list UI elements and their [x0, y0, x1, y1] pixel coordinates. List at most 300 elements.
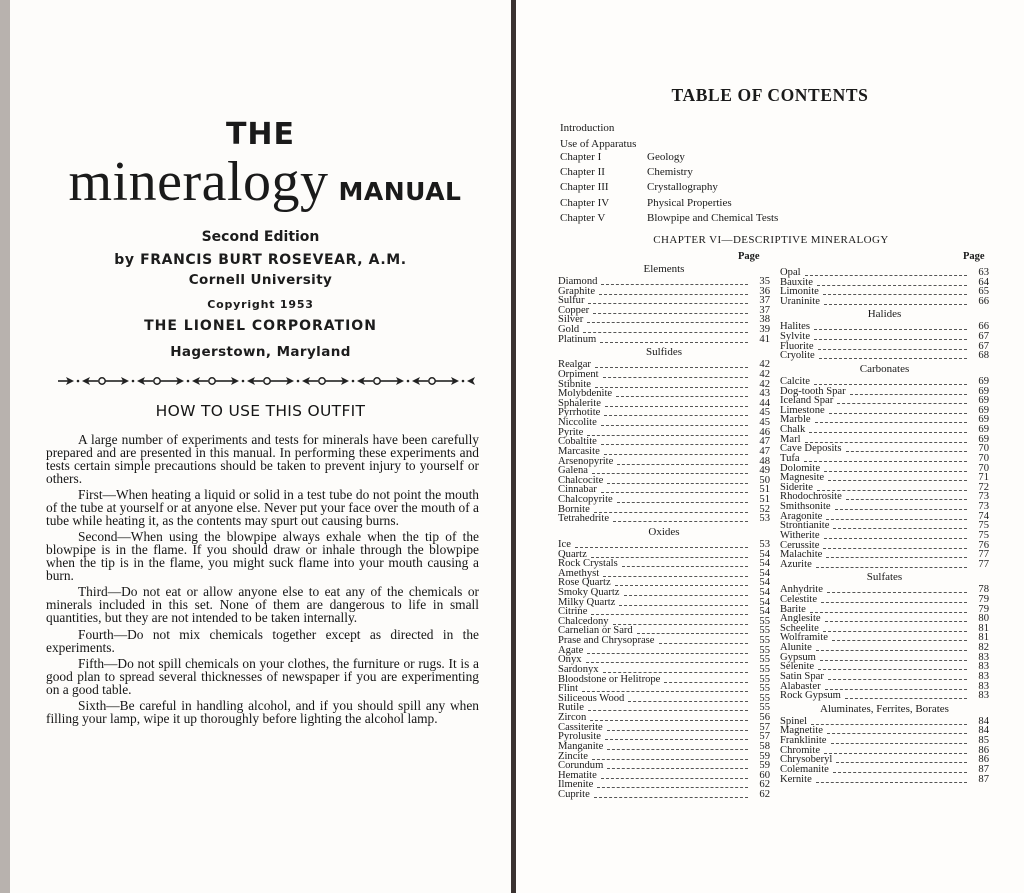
page-number: 55: [759, 635, 770, 647]
page-number: 45: [759, 407, 770, 419]
page-number: 73: [978, 491, 989, 503]
toc-entry: [558, 790, 770, 800]
toc-entry: [780, 415, 989, 425]
mineral-name: Iceland Spar: [780, 395, 834, 407]
paragraph-fourth: Fourth—Do not mix chemicals together except as directed in the experiments.: [46, 626, 479, 655]
mineral-name: Zircon: [558, 712, 587, 724]
page-number: 52: [759, 503, 770, 515]
page-number: 69: [978, 424, 989, 436]
page-number: 83: [978, 680, 989, 692]
leader-dashes: [617, 464, 748, 465]
page-number: 55: [759, 625, 770, 637]
mineral-name: Barite: [780, 603, 806, 615]
leader-dashes: [604, 454, 748, 455]
mineral-name: Quartz: [558, 548, 587, 560]
page-number: 42: [759, 378, 770, 390]
toc-entry: [780, 322, 989, 332]
mineral-name: Halites: [780, 321, 811, 333]
leader-dashes: [616, 396, 748, 397]
paragraph-fifth: Fifth—Do not spill chemicals on your clothes, the furniture or rugs. It is a good plan to spread several thicknesses of newspaper if you are experimenting on a good table.: [46, 656, 479, 697]
toc-entry: [558, 694, 770, 704]
page-number: 48: [759, 455, 770, 467]
mineral-name: Manganite: [558, 740, 604, 752]
mineral-name: Smoky Quartz: [558, 586, 620, 598]
page-number: 54: [759, 586, 770, 598]
page-column-label: Page: [738, 251, 760, 262]
page-number: 49: [759, 465, 770, 477]
leader-dashes: [846, 499, 967, 500]
toc-entry: [558, 540, 770, 550]
toc-entry: [780, 775, 989, 785]
page-number: 77: [978, 558, 989, 570]
page-number: 51: [759, 494, 770, 506]
leader-dashes: [836, 762, 967, 763]
mineral-name: Limestone: [780, 404, 825, 416]
toc-entry: [558, 287, 770, 297]
mineral-name: Aragonite: [780, 510, 823, 522]
leader-dashes: [828, 679, 967, 680]
chapter-title: Physical Properties: [647, 197, 732, 209]
page-number: 65: [978, 286, 989, 298]
leader-dashes: [590, 720, 748, 721]
page-number: 69: [978, 414, 989, 426]
chapter-title: Chemistry: [647, 166, 693, 178]
leader-dashes: [826, 519, 967, 520]
leader-dashes: [825, 621, 967, 622]
page-number: 69: [978, 385, 989, 397]
leader-dashes: [605, 739, 748, 740]
page-number: 45: [759, 417, 770, 429]
leader-dashes: [821, 602, 967, 603]
leader-dashes: [588, 303, 748, 304]
chapter-number: Chapter III: [560, 181, 609, 193]
mineral-name: Smithsonite: [780, 501, 831, 513]
leader-dashes: [588, 710, 748, 711]
mineral-name: Tufa: [780, 452, 800, 464]
page-number: 73: [978, 501, 989, 513]
page-number: 54: [759, 558, 770, 570]
leader-dashes: [846, 451, 968, 452]
page-number: 67: [978, 331, 989, 343]
page-number: 62: [759, 789, 770, 800]
leader-dashes: [811, 724, 967, 725]
mineral-name: Fluorite: [780, 340, 814, 352]
mineral-name: Chalcocite: [558, 474, 604, 486]
page-number: 53: [759, 513, 770, 525]
leader-dashes: [818, 349, 967, 350]
mineral-name: Franklinite: [780, 735, 827, 747]
page-number: 81: [978, 632, 989, 644]
page-number: 69: [978, 404, 989, 416]
page-column-label: Page: [963, 251, 985, 262]
category-heading: Aluminates, Ferrites, Borates: [820, 702, 949, 715]
leader-dashes: [586, 662, 748, 663]
page-number: 70: [978, 443, 989, 455]
page-number: 69: [978, 395, 989, 407]
leader-dashes: [824, 538, 967, 539]
page-number: 69: [978, 375, 989, 387]
toc-chapter: [560, 212, 880, 224]
page-number: 83: [978, 661, 989, 673]
leader-dashes: [601, 492, 748, 493]
page-number: 37: [759, 304, 770, 316]
chapter-number: Chapter II: [560, 166, 605, 178]
paragraph-second: Second—When using the blowpipe always exhale when the tip of the blowpipe is in the flame. If you should draw or inhale through the blowpipe when the tip is in the flame, you might suck flame into your mouth causing a burn.: [46, 529, 479, 584]
leader-dashes: [601, 778, 748, 779]
leader-dashes: [829, 413, 967, 414]
background-edge: [0, 0, 10, 893]
leader-dashes: [593, 313, 748, 314]
leader-dashes: [603, 672, 748, 673]
toc-entry: [558, 598, 770, 608]
mineral-name: Kernite: [780, 773, 812, 785]
mineral-name: Copper: [558, 304, 590, 316]
chapter-title: Crystallography: [647, 181, 718, 193]
leader-dashes: [603, 377, 748, 378]
toc-chapter: [560, 181, 880, 193]
mineral-name: Rock Gypsum: [780, 690, 841, 702]
leader-dashes: [824, 304, 967, 305]
category-heading: Sulfates: [866, 571, 903, 584]
page-number: 83: [978, 670, 989, 682]
leader-dashes: [816, 567, 967, 568]
page-number: 76: [978, 539, 989, 551]
left-page: [10, 0, 511, 893]
toc-chapter: [560, 151, 880, 163]
mineral-name: Marble: [780, 414, 811, 426]
mineral-name: Hematite: [558, 769, 597, 781]
page-number: 80: [978, 613, 989, 625]
chapter-six-heading: CHAPTER VI—DESCRIPTIVE MINERALOGY: [653, 234, 889, 246]
leader-dashes: [583, 332, 748, 333]
publisher: THE LIONEL CORPORATION: [144, 318, 377, 334]
mineral-name: Celestite: [780, 593, 818, 605]
page-number: 71: [978, 472, 989, 484]
location: Hagerstown, Maryland: [170, 344, 351, 360]
leader-dashes: [823, 548, 967, 549]
mineral-name: Chrysoberyl: [780, 754, 833, 766]
leader-dashes: [594, 512, 748, 513]
paragraph-sixth: Sixth—Be careful in handling alcohol, and if you should spill any when filling your lamp, wipe it up thoroughly before lighting the alcohol lamp.: [46, 698, 479, 727]
mineral-name: Uraninite: [780, 295, 821, 307]
toc-entry: [558, 646, 770, 656]
leader-dashes: [603, 576, 748, 577]
mineral-name: Marcasite: [558, 445, 600, 457]
page-number: 74: [978, 510, 989, 522]
leader-dashes: [816, 782, 967, 783]
page-number: 77: [978, 549, 989, 561]
chapter-number: Chapter V: [560, 212, 606, 224]
mineral-name: Sulfur: [558, 295, 585, 307]
mineral-name: Cryolite: [780, 350, 815, 362]
page-number: 58: [759, 740, 770, 752]
mineral-name: Colemanite: [780, 763, 829, 775]
mineral-name: Orpiment: [558, 368, 599, 380]
page-number: 39: [759, 324, 770, 336]
leader-dashes: [617, 502, 748, 503]
section-heading: HOW TO USE THIS OUTFIT: [155, 402, 366, 420]
mineral-name: Diamond: [558, 276, 598, 287]
mineral-name: Chromite: [780, 744, 821, 756]
page-number: 55: [759, 683, 770, 695]
mineral-name: Cerussite: [780, 539, 820, 551]
page-number: 86: [978, 744, 989, 756]
mineral-name: Spinel: [780, 715, 808, 727]
leader-dashes: [835, 509, 967, 510]
mineral-name: Chalcopyrite: [558, 494, 613, 506]
page-number: 79: [978, 603, 989, 615]
mineral-name: Ilmenite: [558, 779, 594, 791]
leader-dashes: [664, 682, 748, 683]
mineral-name: Pyrite: [558, 426, 584, 438]
leader-dashes: [817, 285, 967, 286]
mineral-name: Flint: [558, 683, 579, 695]
toc-entry: [558, 315, 770, 325]
toc-entry: [558, 296, 770, 306]
mineral-name: Zincite: [558, 750, 589, 762]
leader-dashes: [600, 342, 748, 343]
page-number: 57: [759, 731, 770, 743]
leader-dashes: [619, 605, 748, 606]
toc-entry: [780, 425, 989, 435]
mineral-name: Ice: [558, 538, 571, 550]
leader-dashes: [601, 444, 748, 445]
mineral-name: Scheelite: [780, 622, 819, 634]
leader-dashes: [587, 653, 748, 654]
mineral-name: Realgar: [558, 359, 591, 371]
mineral-name: Platinum: [558, 333, 597, 345]
leader-dashes: [595, 367, 748, 368]
toc-use-of-apparatus: Use of Apparatus: [560, 138, 637, 150]
mineral-name: Magnetite: [780, 725, 823, 737]
mineral-name: Pyrrhotite: [558, 407, 601, 419]
toc-entry: [558, 418, 770, 428]
toc-entry: [558, 335, 770, 345]
toc-entry: [780, 444, 989, 454]
mineral-name: Strontianite: [780, 520, 830, 532]
mineral-name: Siliceous Wood: [558, 692, 625, 704]
toc-introduction: Introduction: [560, 122, 615, 134]
toc-chapter: [560, 166, 880, 178]
leader-dashes: [833, 528, 967, 529]
mineral-name: Anglesite: [780, 613, 821, 625]
mineral-name: Siderite: [780, 481, 813, 493]
mineral-name: Rock Crystals: [558, 558, 618, 570]
copyright: Copyright 1953: [207, 298, 314, 311]
page-number: 55: [759, 654, 770, 666]
leader-dashes: [599, 294, 748, 295]
leader-dashes: [815, 422, 967, 423]
category-heading: Halides: [867, 308, 902, 321]
instructions-body: [46, 434, 479, 730]
mineral-name: Tetrahedrite: [558, 513, 610, 525]
right-page: [516, 0, 1024, 893]
page-number: 42: [759, 359, 770, 371]
leader-dashes: [837, 403, 967, 404]
mineral-name: Corundum: [558, 760, 604, 772]
leader-dashes: [628, 701, 748, 702]
page-number: 36: [759, 285, 770, 297]
mineral-name: Silver: [558, 314, 584, 326]
page-number: 78: [978, 584, 989, 596]
page-number: 60: [759, 769, 770, 781]
mineral-name: Rhodochrosite: [780, 491, 842, 503]
leader-dashes: [814, 329, 967, 330]
toc-entry: [780, 406, 989, 416]
page-number: 82: [978, 642, 989, 654]
leader-dashes: [814, 339, 967, 340]
page-number: 38: [759, 314, 770, 326]
page-number: 69: [978, 433, 989, 445]
page-number: 64: [978, 276, 989, 288]
leader-dashes: [605, 406, 748, 407]
page-number: 56: [759, 712, 770, 724]
page-number: 84: [978, 715, 989, 727]
toc-title: TABLE OF CONTENTS: [671, 85, 869, 105]
mineral-name: Cuprite: [558, 789, 590, 800]
page-number: 46: [759, 426, 770, 438]
page-number: 43: [759, 388, 770, 400]
leader-dashes: [624, 595, 749, 596]
toc-entry: [780, 595, 989, 605]
leader-dashes: [575, 547, 748, 548]
leader-dashes: [591, 614, 748, 615]
page-number: 54: [759, 567, 770, 579]
toc-entry: [558, 306, 770, 316]
leader-dashes: [601, 425, 748, 426]
page-number: 84: [978, 725, 989, 737]
mineral-name: Dog-tooth Spar: [780, 385, 846, 397]
leader-dashes: [613, 521, 748, 522]
mineral-name: Sardonyx: [558, 663, 599, 675]
mineral-name: Anhydrite: [780, 584, 823, 596]
mineral-name: Marl: [780, 433, 801, 445]
mineral-name: Satin Spar: [780, 670, 824, 682]
mineral-name: Cave Deposits: [780, 443, 842, 455]
page-number: 55: [759, 644, 770, 656]
leader-dashes: [809, 432, 967, 433]
page-number: 55: [759, 702, 770, 714]
page-number: 55: [759, 692, 770, 704]
leader-dashes: [607, 483, 748, 484]
chapter-title: Blowpipe and Chemical Tests: [647, 212, 779, 224]
leader-dashes: [832, 640, 967, 641]
page-number: 37: [759, 295, 770, 307]
page-number: 68: [978, 350, 989, 362]
leader-dashes: [607, 749, 748, 750]
mineral-name: Milky Quartz: [558, 596, 616, 608]
mineral-name: Sphalerite: [558, 397, 601, 409]
page-number: 75: [978, 520, 989, 532]
mineral-name: Molybdenite: [558, 388, 613, 400]
toc-entry: [558, 457, 770, 467]
leader-dashes: [587, 322, 748, 323]
chapter-number: Chapter IV: [560, 197, 610, 209]
mineral-name: Rutile: [558, 702, 584, 714]
mineral-name: Bornite: [558, 503, 590, 515]
leader-dashes: [820, 660, 967, 661]
title-the: THE: [225, 117, 296, 152]
leader-dashes: [828, 480, 967, 481]
page-number: 63: [978, 267, 989, 278]
mineral-name: Rose Quartz: [558, 577, 611, 589]
mineral-name: Cinnabar: [558, 484, 597, 496]
mineral-name: Carnelian or Sard: [558, 625, 633, 637]
page-number: 54: [759, 596, 770, 608]
mineral-name: Wolframite: [780, 632, 828, 644]
mineral-name: Witherite: [780, 529, 820, 541]
page-number: 53: [759, 538, 770, 550]
mineral-name: Chalcedony: [558, 615, 609, 627]
mineral-name: Azurite: [780, 558, 812, 570]
page-number: 83: [978, 651, 989, 663]
title-mineralogy: mineralogy: [68, 151, 329, 213]
mineral-name: Opal: [780, 267, 801, 278]
page-number: 44: [759, 397, 770, 409]
page-number: 85: [978, 735, 989, 747]
chapter-title: Geology: [647, 151, 685, 163]
page-number: 83: [978, 690, 989, 702]
category-heading: Oxides: [648, 525, 680, 538]
mineral-name: Sylvite: [780, 331, 811, 343]
toc-entry: [558, 675, 770, 685]
category-heading: Elements: [643, 263, 685, 275]
mineral-name: Calcite: [780, 375, 811, 387]
page-number: 59: [759, 750, 770, 762]
page-number: 67: [978, 340, 989, 352]
leader-dashes: [805, 275, 967, 276]
toc-entry: [780, 351, 989, 361]
leader-dashes: [615, 585, 748, 586]
category-heading: Sulfides: [645, 346, 683, 359]
page-number: 47: [759, 445, 770, 457]
leader-dashes: [850, 394, 967, 395]
mineral-name: Graphite: [558, 285, 596, 297]
leader-dashes: [824, 471, 967, 472]
leader-dashes: [594, 797, 748, 798]
leader-dashes: [607, 768, 748, 769]
mineral-name: Citrine: [558, 606, 588, 618]
page-number: 87: [978, 773, 989, 785]
leader-dashes: [823, 294, 967, 295]
mineral-name: Selenite: [780, 661, 815, 673]
paragraph-intro: A large number of experiments and tests for minerals have been carefully prepared and are presented in this manual. In performing these experiments and tests certain simple precautions should be taken to prevent injury to yourself or others.: [46, 432, 479, 486]
toc-entry: [558, 514, 770, 524]
leader-dashes: [604, 415, 748, 416]
page-number: 75: [978, 529, 989, 541]
leader-dashes: [597, 787, 748, 788]
toc-entry: [558, 703, 770, 713]
mineral-name: Arsenopyrite: [558, 455, 614, 467]
leader-dashes: [622, 566, 748, 567]
mineral-name: Agate: [558, 644, 584, 656]
page-number: 59: [759, 760, 770, 772]
page-number: 66: [978, 321, 989, 333]
toc-entry: [780, 560, 989, 570]
page-number: 55: [759, 663, 770, 675]
title-manual: MANUAL: [338, 177, 462, 206]
arrow-circle-ornament-icon: [58, 375, 488, 387]
mineral-name: Alunite: [780, 642, 812, 654]
mineral-name: Malachite: [780, 549, 823, 561]
author: by FRANCIS BURT ROSEVEAR, A.M.: [114, 252, 407, 268]
leader-dashes: [827, 733, 967, 734]
page-number: 70: [978, 452, 989, 464]
page-number: 42: [759, 368, 770, 380]
leader-dashes: [824, 753, 967, 754]
page-number: 81: [978, 622, 989, 634]
toc-entry: [558, 742, 770, 752]
